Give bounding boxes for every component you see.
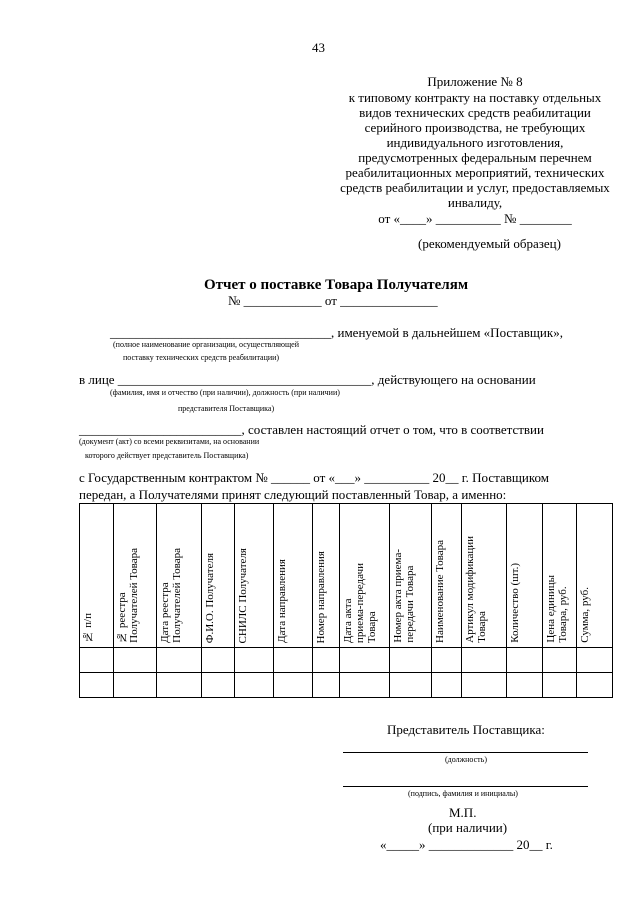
appendix-line: видов технических средств реабилитации — [359, 105, 591, 120]
stamp-note: (при наличии) — [428, 820, 508, 835]
table-header-cell — [235, 504, 274, 648]
table-header-cell — [577, 504, 613, 648]
stamp-label: М.П. — [449, 805, 477, 820]
column-header: Номер акта приема- передачи Товара — [392, 549, 416, 643]
appendix-line: предусмотренных федеральным перечнем — [358, 150, 592, 165]
column-header: Артикул модификации Товара — [464, 536, 488, 643]
table-cell[interactable] — [543, 673, 577, 698]
supplier-rep-label: Представитель Поставщика: — [387, 722, 545, 737]
table-cell[interactable] — [80, 648, 114, 673]
supplier-note-1: (полное наименование организации, осуществляющей — [113, 340, 299, 349]
position-line — [343, 752, 588, 753]
column-header: Цена единицы Товара, руб. — [545, 575, 569, 643]
table-cell[interactable] — [313, 648, 340, 673]
table-cell[interactable] — [577, 673, 613, 698]
column-header: № реестра Получателей Товара — [116, 548, 140, 643]
appendix-line: серийного производства, не требующих — [364, 120, 586, 135]
table-cell[interactable] — [313, 673, 340, 698]
signature-note: (подпись, фамилия и инициалы) — [408, 789, 518, 798]
table-cell[interactable] — [432, 648, 462, 673]
signature-line — [343, 786, 588, 787]
appendix-line: к типовому контракту на поставку отдельных — [348, 90, 602, 105]
table-header-cell — [274, 504, 313, 648]
table-cell[interactable] — [507, 648, 543, 673]
table-cell[interactable] — [390, 673, 432, 698]
table-header-cell — [157, 504, 202, 648]
document-line: _________________________, составлен настоящий отчет о том, что в соответствии — [79, 422, 544, 437]
column-header: Количество (шт.) — [509, 563, 521, 643]
table-cell[interactable] — [274, 673, 313, 698]
column-header: Номер направления — [315, 550, 327, 643]
page-number: 43 — [312, 40, 325, 55]
appendix-line: реабилитационных мероприятий, технических — [345, 165, 605, 180]
column-header: Ф.И.О. Получателя — [204, 552, 216, 643]
person-line: в лице _______________________________________, действующего на основании — [79, 372, 536, 387]
table-header-cell — [202, 504, 235, 648]
table-cell[interactable] — [114, 648, 157, 673]
appendix-line: средств реабилитации и услуг, предоставляемых — [340, 180, 610, 195]
table-header-cell — [313, 504, 340, 648]
table-cell[interactable] — [202, 648, 235, 673]
table-cell[interactable] — [340, 648, 390, 673]
goods-table — [79, 503, 613, 698]
table-cell[interactable] — [543, 648, 577, 673]
column-header: Наименование Товара — [434, 540, 446, 643]
table-header-row — [80, 504, 613, 648]
table-header-cell — [462, 504, 507, 648]
table-cell[interactable] — [462, 673, 507, 698]
table-cell[interactable] — [157, 648, 202, 673]
table-cell[interactable] — [390, 648, 432, 673]
supplier-note-2: поставку технических средств реабилитации) — [123, 353, 280, 362]
table-row — [80, 648, 613, 673]
table-cell[interactable] — [274, 648, 313, 673]
column-header: № п/п — [82, 613, 94, 643]
report-number: № ____________ от _______________ — [228, 293, 438, 308]
appendix-line: индивидуального изготовления, — [386, 135, 564, 150]
table-header-cell — [543, 504, 577, 648]
report-title: Отчет о поставке Товара Получателям — [204, 277, 469, 293]
table-cell[interactable] — [507, 673, 543, 698]
signature-date: «_____» _____________ 20__ г. — [380, 837, 553, 852]
table-cell[interactable] — [235, 648, 274, 673]
position-note: (должность) — [445, 755, 487, 764]
table-cell[interactable] — [340, 673, 390, 698]
column-header: СНИЛС Получателя — [237, 547, 249, 643]
column-header: Дата направления — [276, 559, 288, 643]
appendix-line: от «____» __________ № ________ — [378, 211, 572, 226]
table-header-cell — [507, 504, 543, 648]
column-header: Дата реестра Получателей Товара — [159, 548, 183, 643]
column-header: Сумма, руб. — [579, 587, 591, 643]
table-cell[interactable] — [114, 673, 157, 698]
table-header-cell — [80, 504, 114, 648]
table-header-cell — [340, 504, 390, 648]
goods-line: передан, а Получателями принят следующий поставленный Товар, а именно: — [79, 487, 507, 502]
document-note-1: (документ (акт) со всеми реквизитами, на основании — [79, 437, 260, 446]
table-cell[interactable] — [432, 673, 462, 698]
contract-line: с Государственным контрактом № ______ от «___» __________ 20__ г. Поставщиком — [79, 470, 550, 485]
column-header: Дата акта приема-передачи Товара — [342, 562, 378, 643]
table-cell[interactable] — [157, 673, 202, 698]
table-cell[interactable] — [235, 673, 274, 698]
document-note-2: которого действует представитель Поставщика) — [85, 451, 249, 460]
table-cell[interactable] — [202, 673, 235, 698]
recommended-label: (рекомендуемый образец) — [418, 236, 561, 251]
table-cell[interactable] — [80, 673, 114, 698]
person-note-2: представителя Поставщика) — [178, 404, 275, 413]
supplier-line: __________________________________, именуемой в дальнейшем «Поставщик», — [110, 325, 563, 340]
table-row — [80, 673, 613, 698]
appendix-line: инвалиду, — [447, 195, 503, 210]
table-header-cell — [390, 504, 432, 648]
table-header-cell — [114, 504, 157, 648]
table-cell[interactable] — [577, 648, 613, 673]
table-cell[interactable] — [462, 648, 507, 673]
table-header-cell — [432, 504, 462, 648]
person-note-1: (фамилия, имя и отчество (при наличии), должность (при наличии) — [110, 388, 340, 397]
appendix-line: Приложение № 8 — [427, 74, 523, 89]
